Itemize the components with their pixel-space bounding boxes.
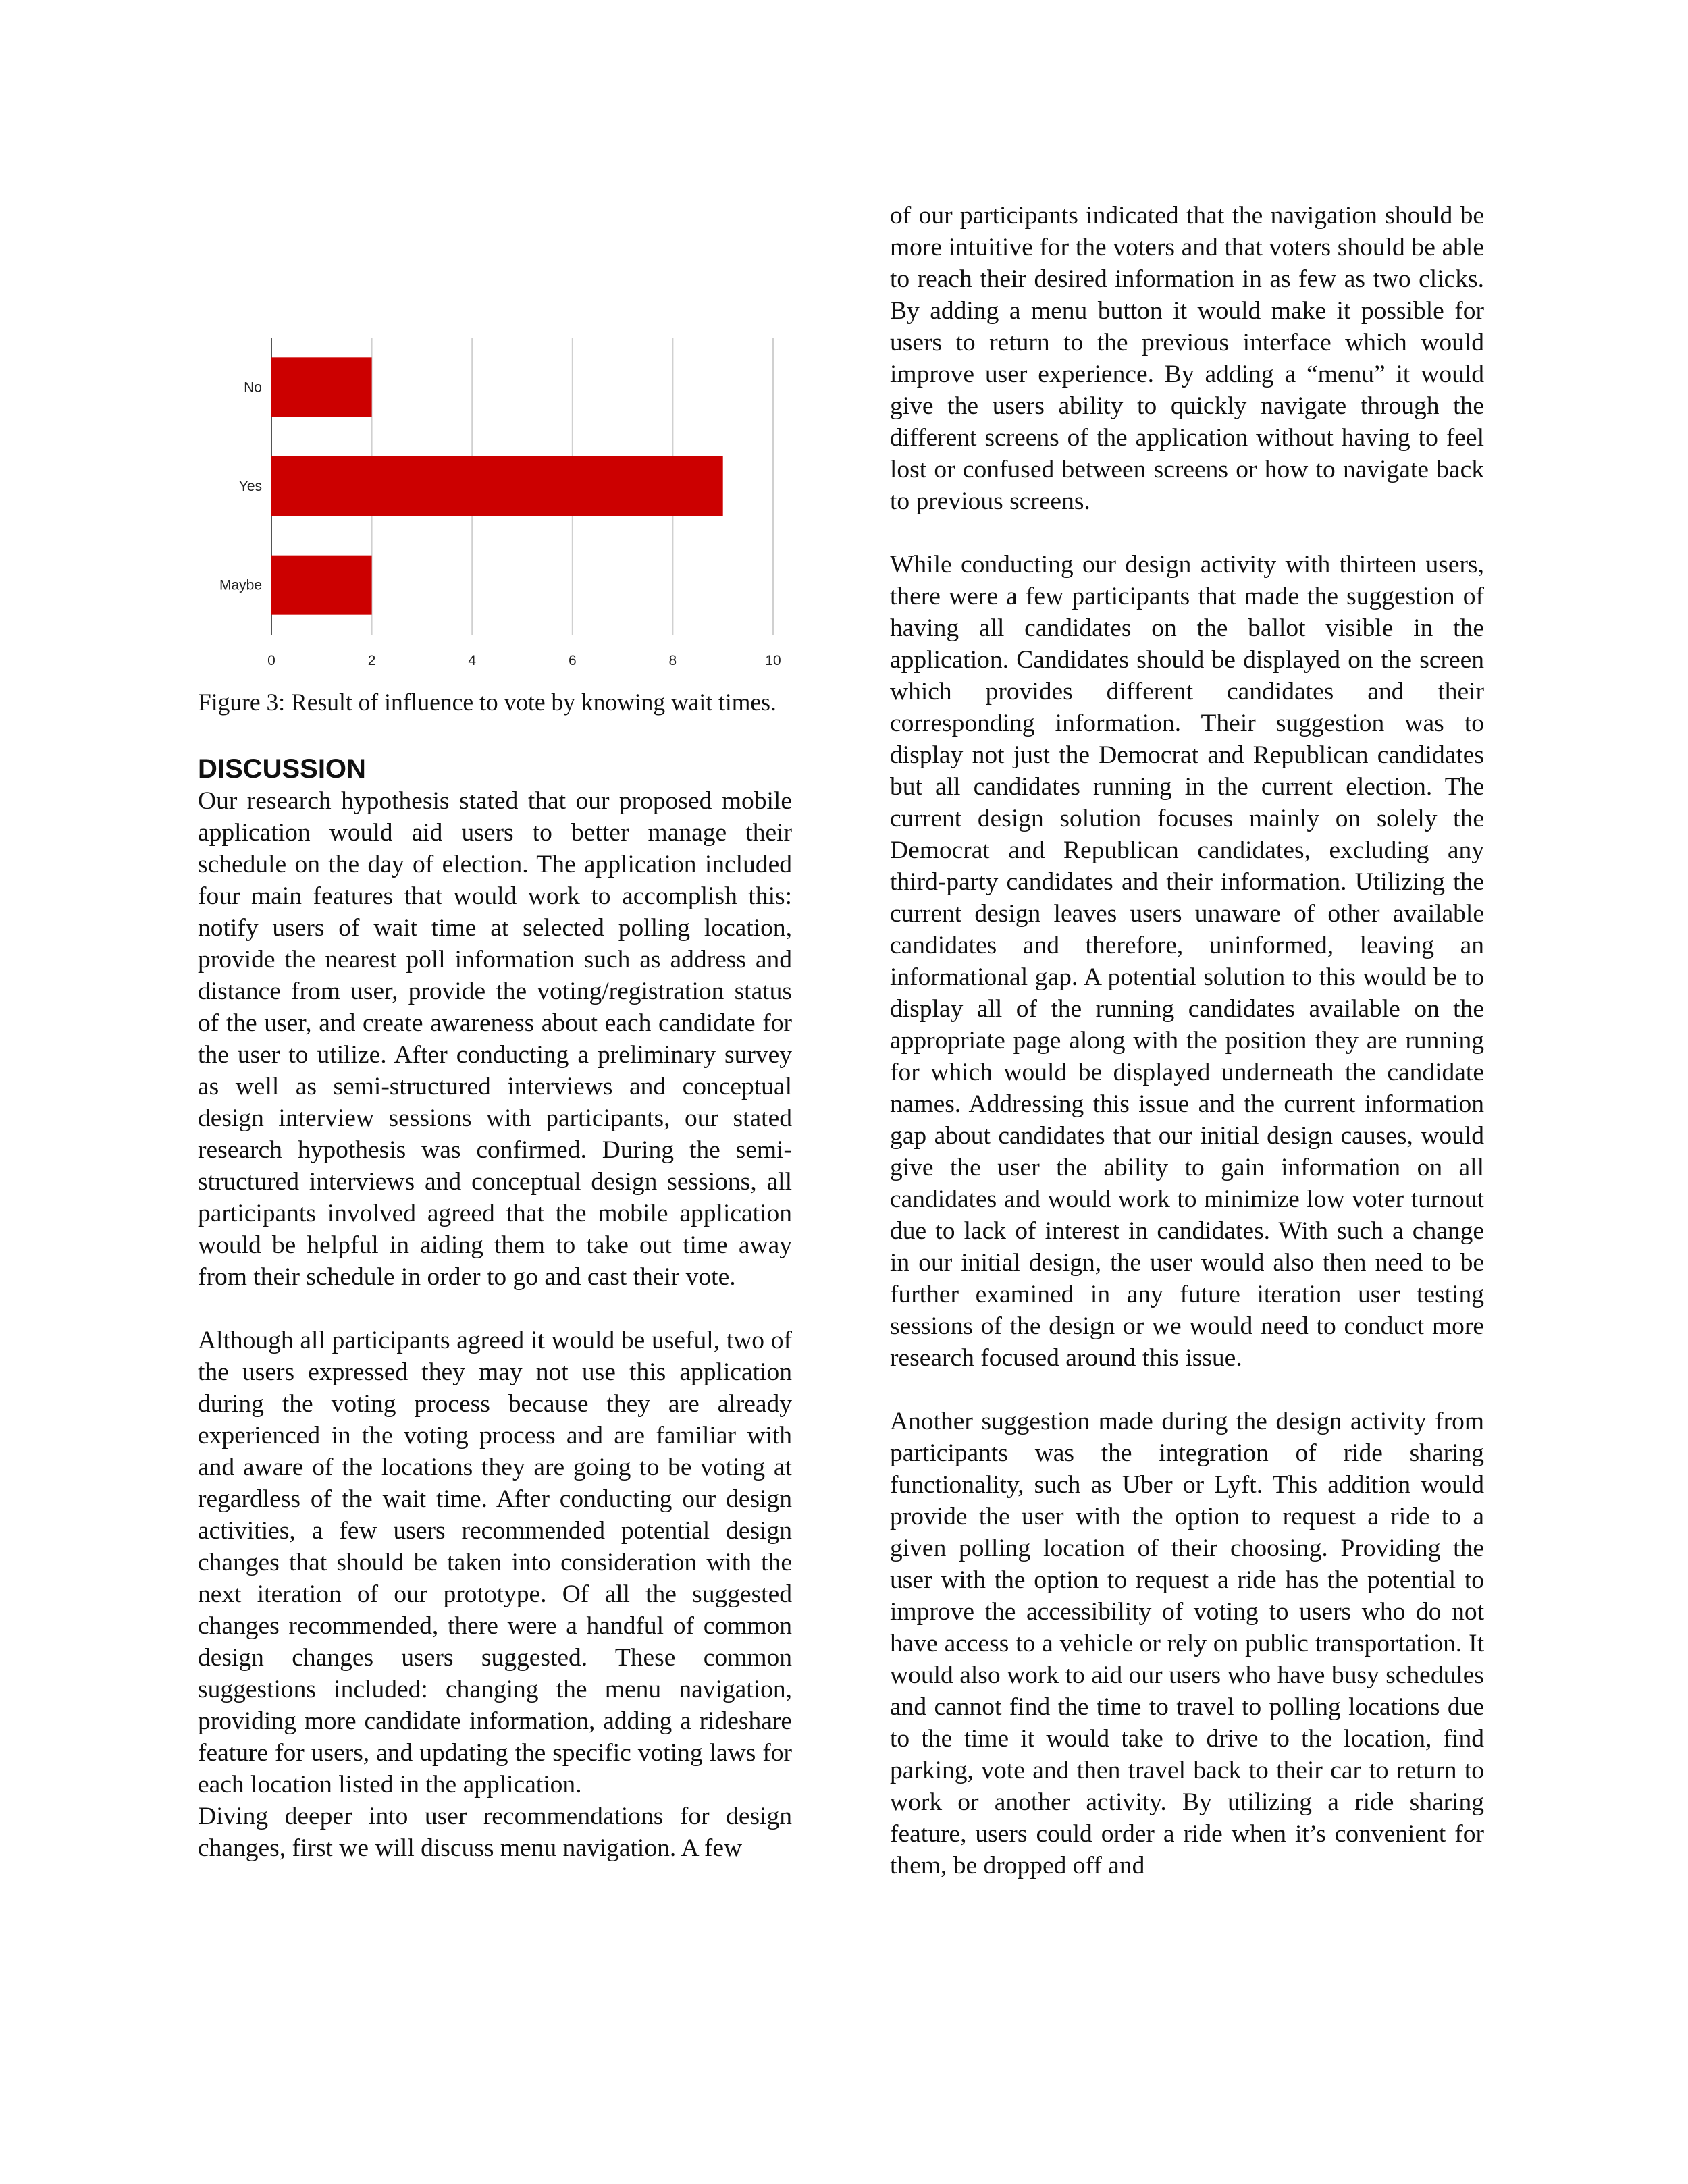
paragraph: Diving deeper into user recommendations for design changes, first we will discuss menu navigation. A few	[198, 1803, 792, 1862]
x-tick-label: 6	[568, 653, 577, 668]
figure-caption: Figure 3: Result of influence to vote by knowing wait times.	[198, 689, 776, 716]
bar-yes	[271, 456, 723, 516]
category-label: No	[244, 379, 262, 396]
paragraph: Our research hypothesis stated that our proposed mobile application would aid users to better manage their schedule on the day of election. The application included four main features that would work to accomplish this: notify users of wait time at selected polling location, provide the nearest poll information such as address and distance from user, provide the voting/registration status of the user, and create awareness about each candidate for the user to utilize. After conducting a preliminary survey as well as semi-structured interviews and conceptual design interview sessions with participants, our stated research hypothesis was confirmed. During the semi-structured interviews and conceptual design sessions, all participants involved agreed that the mobile application would be helpful in aiding them to take out time away from their schedule in order to go and cast their vote.	[198, 787, 792, 1291]
category-label: Maybe	[219, 577, 262, 593]
x-tick-label: 2	[367, 653, 376, 668]
bar-chart-figure	[196, 331, 797, 682]
bar-maybe	[271, 556, 372, 615]
right-column	[890, 200, 1484, 1882]
x-tick-label: 0	[267, 653, 275, 668]
left-column	[198, 753, 792, 1864]
paragraph: Another suggestion made during the design activity from participants was the integration of ride sharing functionality, such as Uber or Lyft. This addition would provide the user with the option to request a ride to a given polling location of their choosing. Providing the user with the option to request a ride has the potential to improve the accessibility of voting to users who do not have access to a vehicle or rely on public transportation. It would also work to aid our users who have busy schedules and cannot find the time to travel to polling locations due to the time it would take to drive to the location, find parking, vote and then travel back to their car to return to work or another activity. By utilizing a ride sharing feature, users could order a ride when it’s convenient for them, be dropped off and	[890, 1408, 1484, 1880]
x-tick-label: 4	[468, 653, 477, 668]
paragraph: While conducting our design activity with thirteen users, there were a few participants that made the suggestion of having all candidates on the ballot visible in the application. Candidates should be displayed on the screen which provides different candidates and their corresponding information. Their suggestion was to display not just the Democrat and Republican candidates but all candidates running in the current election. The current design solution focuses mainly on solely the Democrat and Republican candidates, excluding any third-party candidates and their information. Utilizing the current design leaves users unaware of other available candidates and therefore, uninformed, leaving an informational gap. A potential solution to this would be to display all of the running candidates available on the appropriate page along with the position they are running for which would be displayed underneath the candidate names. Addressing this issue and the current information gap about candidates that our initial design causes, would give the user the ability to gain information on all candidates and would work to minimize low voter turnout due to lack of interest in candidates. With such a change in our initial design, the user would also then need to be further examined in any future iteration user testing sessions of the design or we would need to conduct more research focused around this issue.	[890, 551, 1484, 1372]
bar-no	[271, 357, 372, 417]
x-tick-label: 8	[668, 653, 677, 668]
category-label: Yes	[238, 479, 262, 494]
bar-chart	[196, 331, 797, 682]
paragraph: of our participants indicated that the navigation should be more intuitive for the voters and that voters should be able to reach their desired information in as few as two clicks. By adding a menu button it would make it possible for users to return to the previous interface which would improve user experience. By adding a “menu” it would give the users ability to quickly navigate through the different screens of the application without having to feel lost or confused between screens or how to navigate back to previous screens.	[890, 202, 1484, 515]
section-heading: DISCUSSION	[198, 754, 366, 784]
x-tick-label: 10	[765, 653, 781, 668]
paragraph: Although all participants agreed it would be useful, two of the users expressed they may not use this application during the voting process because they are already experienced in the voting process and are familiar with and aware of the locations they are going to be voting at regardless of the wait time. After conducting our design activities, a few users recommended potential design changes that should be taken into consideration with the next iteration of our prototype. Of all the suggested changes recommended, there were a handful of common design changes users suggested. These common suggestions included: changing the menu navigation, providing more candidate information, adding a rideshare feature for users, and updating the specific voting laws for each location listed in the application.	[198, 1327, 792, 1799]
